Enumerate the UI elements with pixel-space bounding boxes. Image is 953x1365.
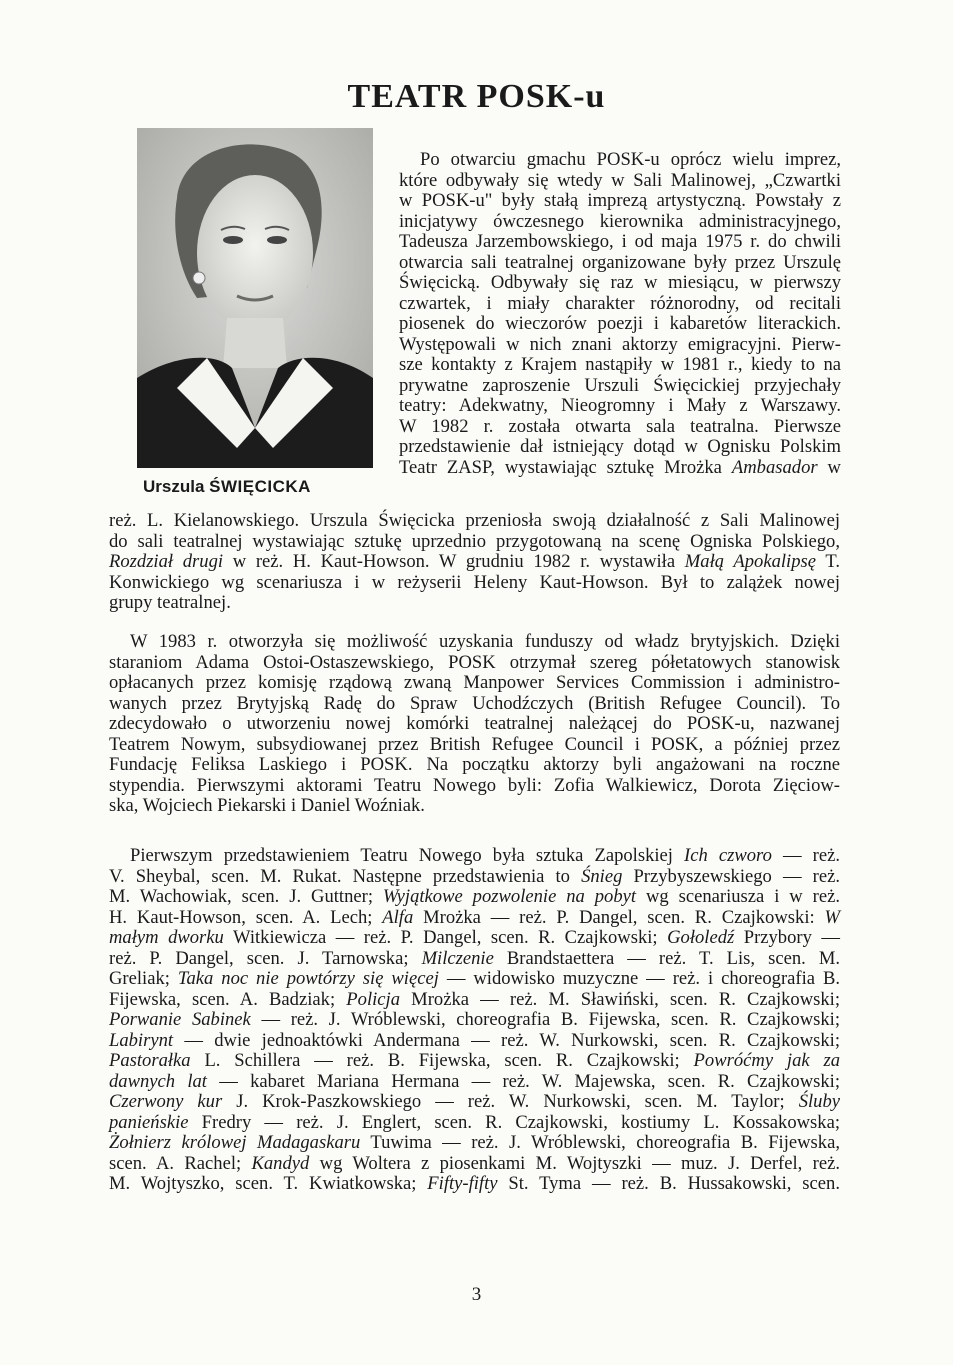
text-line <box>109 1031 840 1052</box>
play-title: Alfa <box>382 906 414 928</box>
play-title: panieńskie <box>109 1111 189 1133</box>
portrait-image <box>137 128 373 468</box>
text-run: — dwie jednoaktówki Andermana — reż. W. Nurkowski, scen. R. Czajkowski; <box>173 1029 840 1051</box>
play-title: Wyjątkowe pozwolenie na pobyt <box>382 886 637 907</box>
photo-caption <box>143 477 383 497</box>
play-title: Gołoledź <box>667 927 735 948</box>
play-title: Żołnierz królowej Madagaskaru <box>109 1132 361 1153</box>
text-line: piosenek do wieczorów poezji i kabaretów literackich. <box>399 313 841 334</box>
text-run: Fredry — reż. J. Englert, scen. R. Czajkowski, kostiumy L. Kossakowska; <box>188 1111 840 1133</box>
text-line <box>109 1113 840 1134</box>
text-run: T. <box>816 551 840 572</box>
text-line <box>109 867 840 888</box>
text-line <box>109 887 840 908</box>
text-line: które odbywały się wtedy w Sali Malinowej, „Czwartki <box>399 169 841 191</box>
text-run: Greliak; <box>109 968 178 989</box>
text-line: Święcicką. Odbywały się raz w miesiącu, w pierwszy <box>399 272 841 293</box>
text-run: Mrożka — reż. P. Dangel, scen. R. Czajkowski: <box>413 906 825 928</box>
text-line <box>109 969 840 990</box>
play-title: Taka noc nie powtórzy się więcej <box>177 968 439 989</box>
text-line <box>109 1010 840 1031</box>
text-line: grupy teatralnej. <box>109 592 231 613</box>
page-title: TEATR POSK-u <box>347 78 606 115</box>
text-run: Brandstaettera — reż. T. Lis, scen. M. <box>493 947 840 969</box>
play-title: Labirynt <box>109 1029 174 1051</box>
play-title: W <box>824 906 840 928</box>
text-line <box>109 928 840 949</box>
text-run: scen. A. Rachel; <box>109 1152 252 1174</box>
text-line <box>109 552 840 573</box>
text-run: Przybyszewskiego — reż. <box>622 865 840 887</box>
text-line: przedstawienie dał istniejący dotąd w Ognisku Polskim <box>399 436 841 457</box>
text-line: reż. L. Kielanowskiego. Urszula Święcicka przeniosła swoją działalność z Sali Malinowej <box>109 510 840 531</box>
play-title: Policja <box>346 988 400 1010</box>
text-run: Mrożka — reż. M. Sławiński, scen. R. Czajkowski; <box>400 988 840 1010</box>
text-run: L. Schillera — reż. B. Fijewska, scen. R. Czajkowski; <box>190 1050 694 1071</box>
text-run: H. Kaut-Howson, scen. A. Lech; <box>109 906 383 928</box>
play-title: Powróćmy jak za <box>693 1050 840 1071</box>
text-line: Występowali w nich znani aktorzy emigracyjni. Pierw- <box>399 333 841 355</box>
text-line <box>109 1154 840 1175</box>
text-line: Fundację Feliksa Laskiego i POSK. Na początku aktorzy byli angażowani na roczne <box>109 754 840 775</box>
paragraph-1 <box>109 511 840 614</box>
text-line: otwarcia sali teatralnej organizowane były przez Urszulę <box>399 251 841 273</box>
text-line: wanych przez Brytyjską Radę do Spraw Uchodźczych (British Refugee Council). To <box>109 692 840 714</box>
text-line: staraniom Adama Ostoi-Ostaszewskiego, POSK otrzymał szereg półetatowych stanowisk <box>109 651 840 673</box>
play-title: Małą Apokalipsę <box>684 551 816 572</box>
text-run: reż. P. Dangel, scen. J. Tarnowska; <box>109 947 422 969</box>
text-run: M. Wojtyszko, scen. T. Kwiatkowska; <box>109 1173 428 1194</box>
caption-given-name: Urszula <box>143 477 205 496</box>
play-title: Porwanie Sabinek <box>109 1009 251 1030</box>
text-line <box>109 949 840 970</box>
play-title: małym dworku <box>109 927 224 948</box>
text-run: V. Sheybal, scen. M. Rukat. Następne przedstawienia to <box>109 865 582 887</box>
text-run: — reż. <box>771 845 840 866</box>
text-run: M. Wachowiak, scen. J. Guttner; <box>109 886 383 907</box>
play-title: Kandyd <box>251 1152 310 1174</box>
text-line: czwartek, i miały charakter różnorodny, od recitali <box>399 292 841 314</box>
text-line <box>109 908 840 929</box>
portrait-photo <box>137 128 373 468</box>
text-run: Pierwszym przedstawieniem Teatru Nowego była sztuka Zapolskiej <box>130 845 685 866</box>
text-line: stypendia. Pierwszymi aktorami Teatru Nowego byli: Zofia Walkiewicz, Dorota Zięciow- <box>109 774 840 796</box>
text-line <box>109 1174 840 1195</box>
text-line: Teatrem Nowym, subsydiowanej przez British Refugee Council i POSK, a później przez <box>109 733 840 755</box>
text-line: teatry: Adekwatny, Nieogromny i Mały z Warszawy. <box>399 395 841 416</box>
play-title: Ich czworo <box>684 845 772 866</box>
text-run: Przybory — <box>734 927 840 948</box>
play-title: Milczenie <box>421 947 494 969</box>
caption-surname: ŚWIĘCICKA <box>209 477 311 496</box>
text-run: wg scenariusza i w reż. <box>636 886 840 907</box>
text-run: w reż. H. Kaut-Howson. W grudniu 1982 r. wystawiła <box>223 551 685 572</box>
text-line: Tadeusza Jarzembowskiego, i od maja 1975 r. do chwili <box>399 231 841 252</box>
text-run: — widowisko muzyczne — reż. i choreografia B. <box>438 968 840 989</box>
text-line <box>109 1072 840 1093</box>
text-run: St. Tyma — reż. B. Hussakowski, scen. <box>497 1173 840 1194</box>
text-run: Teatr ZASP, wystawiając sztukę Mrożka <box>399 456 732 478</box>
text-line: inicjatywy ówczesnego kierownika administracyjnego, <box>399 210 841 232</box>
text-run: J. Krok-Paszkowskiego — reż. W. Nurkowski, scen. M. Taylor; <box>222 1091 799 1112</box>
text-line: Konwickiego wg scenariusza i w reżyserii Heleny Kaut-Howson. Był to zalążek nowej <box>109 571 840 593</box>
play-title: Śnieg <box>581 865 623 887</box>
text-run: w <box>817 456 841 478</box>
text-line <box>109 1092 840 1113</box>
play-title: Śluby <box>798 1091 841 1112</box>
play-title: dawnych lat <box>109 1070 207 1092</box>
text-line: Po otwarciu gmachu POSK-u oprócz wielu imprez, <box>420 149 841 170</box>
page-number: 3 <box>471 1284 482 1305</box>
text-run: Witkiewicza — reż. P. Dangel, scen. R. Czajkowski; <box>223 927 668 948</box>
text-line: prywatne zaproszenie Urszuli Święcickiej przyjechały <box>399 374 841 396</box>
play-title: Czerwony kur <box>109 1091 223 1112</box>
paragraph-3 <box>109 846 840 1195</box>
text-line <box>109 1051 840 1072</box>
text-run: wg Woltera z piosenkami M. Wojtyszki — muz. J. Derfel, reż. <box>309 1152 840 1174</box>
text-line: sze kontakty z Krajem nastąpiły w 1981 r., kiedy to na <box>399 354 841 375</box>
play-title: Fifty-fifty <box>427 1173 498 1194</box>
text-run: — reż. J. Wróblewski, choreografia B. Fijewska, scen. R. Czajkowski; <box>250 1009 841 1030</box>
text-line <box>109 1133 840 1154</box>
text-line: opłacanych przez komisję rządową zwaną Manpower Services Commission i administro- <box>109 672 840 693</box>
text-line <box>109 846 840 867</box>
text-line: ska, Wojciech Piekarski i Daniel Woźniak. <box>109 795 425 816</box>
text-run: Tuwima — reż. J. Wróblewski, choreografia B. Fijewska, <box>360 1132 840 1153</box>
text-line: w POSK-u" były stałą imprezą artystyczną. Powstały z <box>399 190 841 211</box>
play-title: Rozdział drugi <box>109 551 224 572</box>
play-title: Pastorałka <box>109 1050 191 1071</box>
play-title: Ambasador <box>731 456 818 478</box>
text-line <box>399 458 841 479</box>
text-run: Fijewska, scen. A. Badziak; <box>109 988 347 1010</box>
text-line: W 1982 r. została otwarta sala teatralna. Pierwsze <box>399 415 841 437</box>
text-line: do sali teatralnej wystawiając sztukę uprzednio przygotowaną na scenę Ogniska Polskiego, <box>109 530 840 552</box>
text-line: zdecydowało o utworzeniu nowej komórki teatralnej należącej do POSK-u, nazwanej <box>109 713 840 734</box>
text-line: W 1983 r. otworzyła się możliwość uzyskania funduszy od władz brytyjskich. Dzięki <box>130 631 840 652</box>
intro-column <box>399 150 841 478</box>
text-line <box>109 990 840 1011</box>
text-run: — kabaret Mariana Hermana — reż. W. Majewska, scen. R. Czajkowski; <box>206 1070 840 1092</box>
paragraph-2 <box>109 632 840 817</box>
